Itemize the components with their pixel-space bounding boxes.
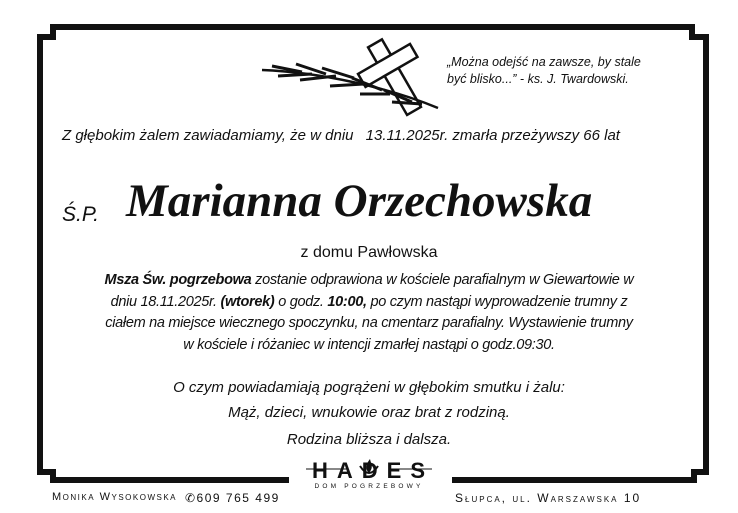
mass-text: ciałem na miejsce wiecznego spoczynku, na cmentarz parafialny. Wystawienie trumny bbox=[105, 315, 633, 332]
mass-time: 10:00, bbox=[327, 293, 367, 310]
mass-weekday: (wtorek) bbox=[220, 293, 275, 310]
palm-branch-icon bbox=[262, 64, 438, 108]
contact-name: Monika Wysokowska bbox=[52, 491, 178, 503]
mourners-line: Mąż, dzieci, wnukowie oraz brat z rodziną. bbox=[228, 404, 510, 421]
family-line: Rodzina bliższa i dalsza. bbox=[286, 431, 452, 448]
maiden-name: z domu Pawłowska bbox=[300, 244, 438, 261]
phone-number: ✆609 765 499 bbox=[185, 491, 280, 505]
mass-text: w kościele i różaniec w intencji zmarłej nastąpi o godz.09:30. bbox=[183, 337, 555, 354]
address: Słupca, ul. Warszawska 10 bbox=[455, 491, 642, 505]
quote bbox=[447, 54, 687, 88]
mass-text: o godz. bbox=[274, 293, 328, 310]
logo-subtitle: DOM POGRZEBOWY bbox=[314, 483, 424, 490]
logo-name: HADES bbox=[311, 458, 434, 483]
sp-prefix: Ś.P. bbox=[62, 203, 99, 226]
intro-text: Z głębokim żalem zawiadamiamy, że w dniu bbox=[62, 127, 354, 144]
cross-icon bbox=[349, 28, 440, 126]
mass-text: dniu 18.11.2025r. bbox=[110, 293, 221, 310]
quote-line: „Można odejść na zawsze, by stale bbox=[447, 55, 641, 69]
quote-line: być blisko...” - ks. J. Twardowski. bbox=[447, 72, 629, 86]
mass-text: po czym nastąpi wyprowadzenie trumny z bbox=[366, 293, 628, 310]
hades-logo bbox=[296, 456, 442, 490]
mass-paragraph bbox=[0, 270, 738, 357]
mass-label: Msza Św. pogrzebowa bbox=[104, 272, 252, 288]
closing-line: O czym powiadamiają pogrążeni w głębokim smutku i żalu: bbox=[173, 379, 565, 396]
death-date-text: 13.11.2025r. zmarła przeżywszy 66 lat bbox=[365, 127, 620, 144]
deceased-name: Marianna Orzechowska bbox=[126, 175, 593, 227]
mass-text: zostanie odprawiona w kościele parafialnym w Giewartowie w bbox=[251, 272, 634, 288]
intro-line bbox=[62, 127, 620, 144]
